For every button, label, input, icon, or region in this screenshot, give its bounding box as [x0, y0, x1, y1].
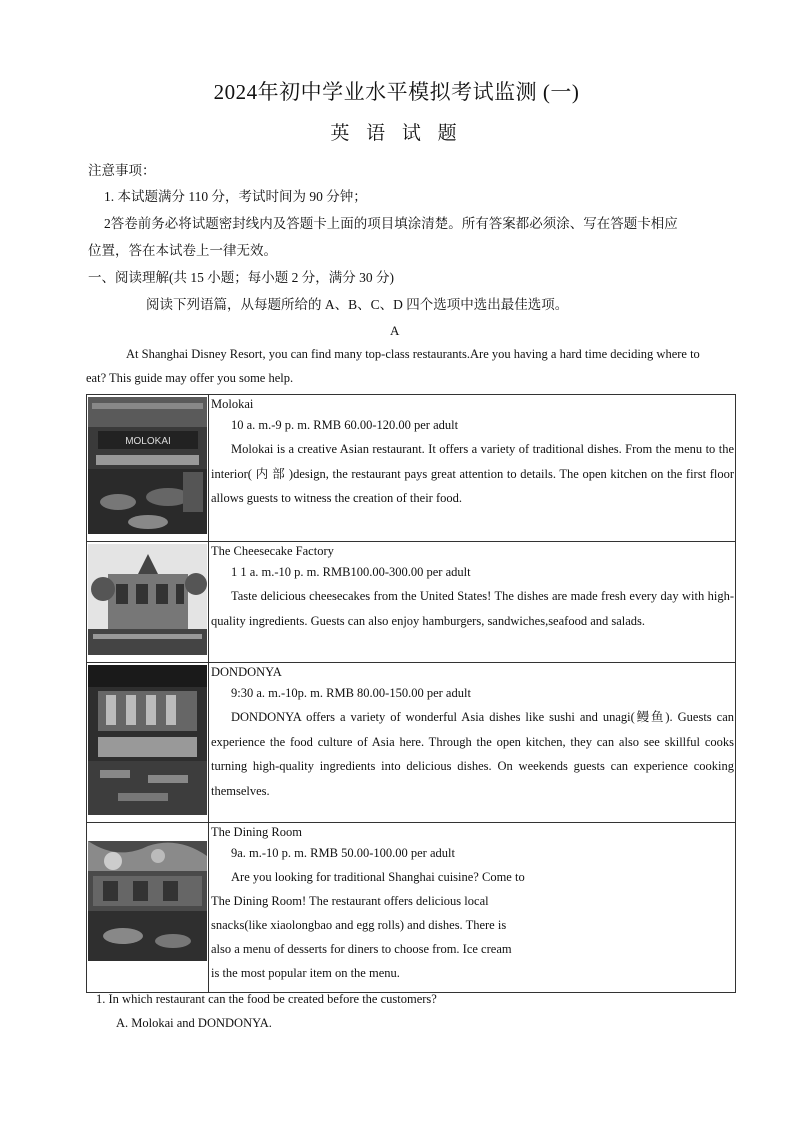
- description-line: The Dining Room! The restaurant offers delicious local: [211, 894, 489, 908]
- molokai-sign: MOLOKAI: [125, 436, 171, 447]
- restaurant-row-cheesecake-factory: [87, 542, 736, 663]
- dining-room-photo-image: [88, 841, 207, 961]
- description-line: is the most popular item on the menu.: [211, 966, 400, 980]
- restaurant-text-cell: [209, 395, 736, 542]
- restaurant-name: The Dining Room: [211, 825, 302, 839]
- molokai-photo-image: [88, 397, 207, 534]
- cheesecake-photo-image: [88, 544, 207, 655]
- restaurant-row-dining-room: [87, 823, 736, 993]
- restaurant-text-cell: [209, 663, 736, 823]
- restaurant-hours-price: 1 1 a. m.-10 p. m. RMB100.00-300.00 per adult: [231, 565, 471, 579]
- section-heading: 一、阅读理解(共 15 小题；每小题 2 分，满分 30 分): [88, 270, 394, 285]
- description-line: Are you looking for traditional Shanghai cuisine? Come to: [231, 870, 525, 884]
- description-line: also a menu of desserts for diners to choose from. Ice cream: [211, 942, 512, 956]
- note-item-2-line-2: 位置，答在本试卷上一律无效。: [88, 243, 277, 258]
- restaurant-row-molokai: [87, 395, 736, 542]
- question-1-stem: 1. In which restaurant can the food be created before the customers?: [96, 992, 437, 1006]
- restaurant-photo-cell: [87, 395, 209, 542]
- notes-heading: 注意事项：: [88, 163, 156, 178]
- restaurant-photo-cheesecake-factory: [88, 544, 207, 655]
- section-instruction: 阅读下列语篇，从每题所给的 A、B、C、D 四个选项中选出最佳选项。: [146, 297, 569, 312]
- passage-label: A: [390, 323, 400, 338]
- exam-subject: 英 语 试 题: [330, 123, 463, 144]
- question-1-option-a: A. Molokai and DONDONYA.: [116, 1016, 272, 1030]
- restaurant-hours-price: 10 a. m.-9 p. m. RMB 60.00-120.00 per adult: [231, 418, 459, 432]
- restaurant-hours-price: 9:30 a. m.-10p. m. RMB 80.00-150.00 per adult: [231, 686, 471, 700]
- restaurant-name: DONDONYA: [211, 665, 282, 679]
- passage-intro: At Shanghai Disney Resort, you can find many top-class restaurants.Are you having a hard time deciding where to eat? This guide may offer you some help.: [86, 347, 700, 385]
- restaurant-name: Molokai: [211, 397, 254, 411]
- note-item-1: 1. 本试题满分 110 分，考试时间为 90 分钟；: [104, 189, 367, 204]
- description-line: snacks(like xiaolongbao and egg rolls) and dishes. There is: [211, 918, 507, 932]
- restaurant-description: [211, 865, 556, 985]
- restaurant-photo-cell: [87, 542, 209, 663]
- restaurant-photo-cell: [87, 663, 209, 823]
- restaurant-text-cell: [209, 542, 736, 663]
- restaurant-photo-dondonya: [88, 665, 207, 815]
- restaurant-photo-molokai: [88, 397, 207, 534]
- dondonya-photo-image: [88, 665, 207, 815]
- restaurant-description: Taste delicious cheesecakes from the United States! The dishes are made fresh every day with high-quality ingredients. Guests can also enjoy hamburgers, sandwiches,seafood and salads.: [211, 589, 734, 628]
- restaurant-row-dondonya: [87, 663, 736, 823]
- restaurant-description: Molokai is a creative Asian restaurant. It offers a variety of traditional dishes. From the menu to the interior( 内 部 )design, the restaurant pays great attention to details. The open kitchen on the first floor allows guests to witness the creation of their food.: [211, 442, 734, 505]
- restaurant-photo-cell: [87, 823, 209, 993]
- restaurant-name: The Cheesecake Factory: [211, 544, 334, 558]
- restaurant-photo-dining-room: [88, 841, 207, 961]
- restaurant-description: DONDONYA offers a variety of wonderful Asia dishes like sushi and unagi(鳗鱼). Guests can experience the food culture of Asia here. Through the open kitchen, they can also see skillful cooks turning high-quality ingredients into delicious dishes. On weekends guests can experience cooking themselves.: [211, 710, 734, 798]
- exam-title: 2024年初中学业水平模拟考试监测 (一): [213, 80, 580, 104]
- note-item-2-line-1: 2答卷前务必将试题密封线内及答题卡上面的项目填涂清楚。所有答案都必须涂、写在答题卡相应: [104, 216, 678, 231]
- restaurant-hours-price: 9a. m.-10 p. m. RMB 50.00-100.00 per adult: [231, 846, 455, 860]
- restaurant-table: [86, 394, 736, 993]
- restaurant-text-cell: [209, 823, 736, 993]
